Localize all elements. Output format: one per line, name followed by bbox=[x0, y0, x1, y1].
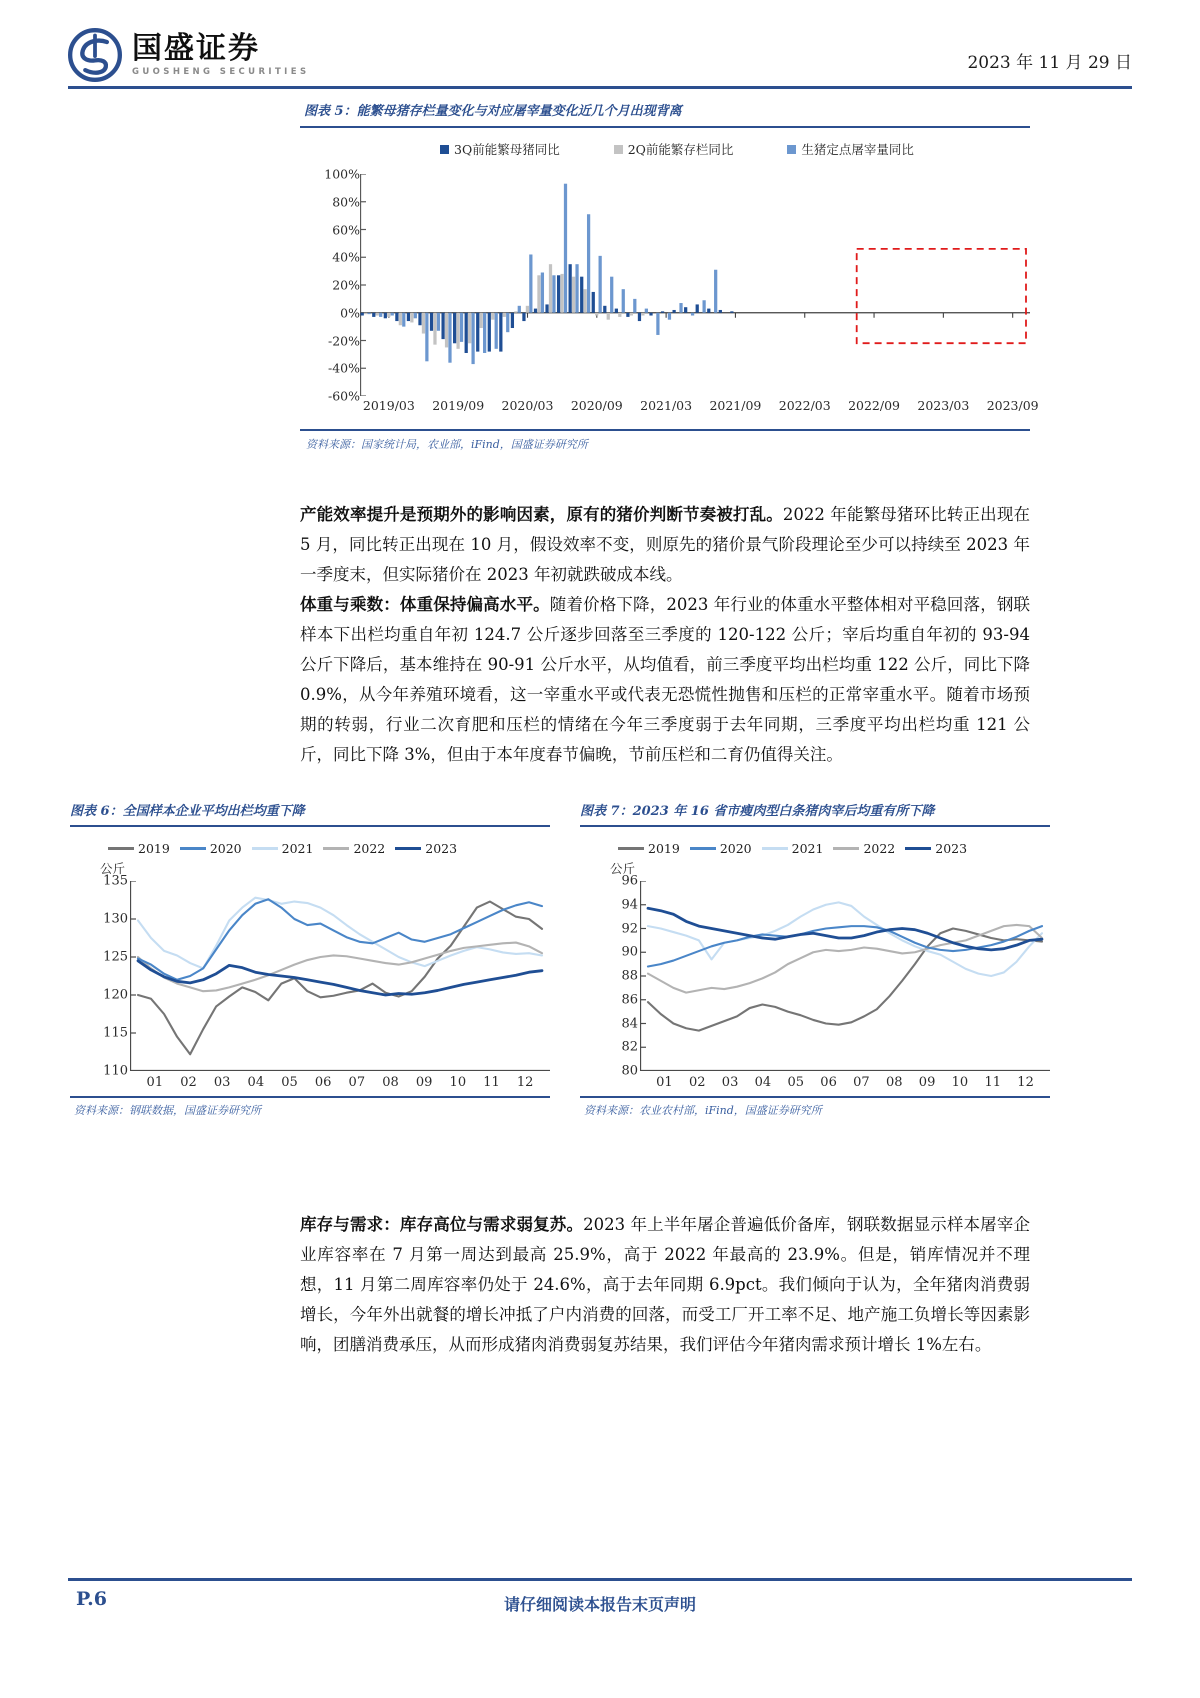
x-tick-label: 06 bbox=[820, 1075, 837, 1090]
legend-swatch bbox=[618, 847, 644, 850]
y-tick-label: 90 bbox=[621, 944, 638, 960]
y-tick-label: 125 bbox=[103, 949, 128, 965]
x-tick-label: 04 bbox=[754, 1075, 772, 1090]
x-tick-label: 01 bbox=[656, 1075, 673, 1090]
legend-swatch bbox=[833, 847, 859, 850]
legend-label-1: 2Q前能繁存栏同比 bbox=[627, 142, 734, 157]
guosheng-logo-icon bbox=[68, 28, 122, 82]
legend-label-2: 生猪定点屠宰量同比 bbox=[801, 142, 914, 157]
page-header bbox=[0, 0, 1200, 96]
y-tick-label: 86 bbox=[621, 992, 638, 1008]
legend-label-0: 3Q前能繁母猪同比 bbox=[454, 142, 560, 157]
y-tick-label: 92 bbox=[621, 921, 638, 936]
paragraph-1 bbox=[300, 500, 1030, 590]
legend-item-2023 bbox=[905, 841, 967, 856]
x-tick-label: 12 bbox=[1017, 1075, 1034, 1090]
y-tick-label: -40% bbox=[327, 360, 360, 376]
x-tick-label: 07 bbox=[348, 1075, 366, 1090]
x-tick-label: 08 bbox=[382, 1075, 399, 1090]
y-tick-label: 20% bbox=[332, 277, 360, 293]
figure-7-y-axis-labels bbox=[580, 873, 638, 1079]
legend-item-2020 bbox=[690, 841, 752, 856]
x-tick-label: 11 bbox=[984, 1075, 1002, 1090]
y-tick-label: 84 bbox=[621, 1016, 638, 1031]
legend-item-2 bbox=[787, 140, 914, 158]
figure-7-title: 图表 7：2023 年 16 省市瘦肉型白条猪肉宰后均重有所下降 bbox=[580, 804, 935, 819]
paragraph-2-bold: 体重与乘数：体重保持偏高水平。 bbox=[300, 595, 550, 614]
legend-swatch bbox=[323, 847, 349, 850]
figure-7 bbox=[580, 800, 1050, 1118]
paragraph-2 bbox=[300, 590, 1030, 770]
figure-6-title: 图表 6：全国样本企业平均出栏均重下降 bbox=[70, 804, 305, 819]
y-tick-label: 130 bbox=[103, 911, 128, 927]
legend-label: 2021 bbox=[281, 841, 314, 856]
figure-7-chart bbox=[580, 829, 1050, 1094]
legend-swatch bbox=[905, 847, 931, 850]
legend-label: 2019 bbox=[648, 841, 680, 856]
y-tick-label: -20% bbox=[327, 333, 360, 348]
x-tick-label: 05 bbox=[281, 1075, 298, 1090]
y-tick-label: 96 bbox=[621, 873, 638, 889]
legend-label: 2022 bbox=[353, 841, 386, 856]
figure-5-plot bbox=[300, 166, 1039, 427]
x-tick-label: 11 bbox=[483, 1075, 500, 1090]
paragraph-3-bold: 库存与需求：库存高位与需求弱复苏。 bbox=[300, 1215, 584, 1234]
figure-5-legend bbox=[440, 140, 1030, 158]
legend-item-2022 bbox=[833, 841, 895, 856]
x-tick-label: 2021/03 bbox=[640, 398, 693, 413]
x-tick-label: 10 bbox=[951, 1075, 969, 1090]
y-tick-label: 0% bbox=[340, 305, 360, 321]
x-tick-label: 08 bbox=[885, 1075, 903, 1090]
paragraph-3 bbox=[300, 1210, 1030, 1360]
figure-5-source-divider bbox=[300, 429, 1030, 431]
x-tick-label: 03 bbox=[721, 1075, 739, 1090]
y-tick-label: 120 bbox=[103, 987, 128, 1003]
x-tick-label: 01 bbox=[146, 1075, 164, 1090]
legend-item-2020 bbox=[180, 841, 242, 856]
figure-6-legend bbox=[108, 841, 457, 856]
logo-text-cn: 国盛证券 bbox=[132, 30, 260, 66]
x-tick-label: 2023/09 bbox=[986, 398, 1039, 413]
x-tick-label: 05 bbox=[787, 1075, 805, 1090]
footer-disclaimer: 请仔细阅读本报告末页声明 bbox=[503, 1595, 696, 1614]
y-tick-label: 60% bbox=[332, 222, 360, 237]
x-tick-label: 2022/09 bbox=[848, 398, 901, 413]
report-date: 2023 年 11 月 29 日 bbox=[967, 53, 1132, 73]
figure-5-title: 图表 5：能繁母猪存栏量变化与对应屠宰量变化近几个月出现背离 bbox=[304, 104, 682, 119]
x-tick-label: 09 bbox=[415, 1075, 433, 1090]
x-tick-label: 10 bbox=[449, 1075, 467, 1090]
figure-5-bars-svg bbox=[360, 174, 1030, 396]
y-tick-label: -60% bbox=[327, 388, 360, 404]
figure-7-unit-label: 公斤 bbox=[610, 861, 636, 876]
x-tick-label: 02 bbox=[180, 1075, 197, 1090]
y-tick-label: 115 bbox=[103, 1025, 128, 1041]
figure-6-source: 资料来源：钢联数据，国盛证券研究所 bbox=[74, 1103, 261, 1117]
figure-6-y-axis-labels bbox=[70, 873, 128, 1079]
legend-label: 2020 bbox=[719, 841, 752, 856]
figure-5-y-axis-labels bbox=[300, 166, 360, 404]
legend-swatch-2 bbox=[787, 145, 796, 154]
figure-6-x-axis-labels bbox=[130, 1075, 550, 1095]
legend-item-2022 bbox=[323, 841, 385, 856]
y-tick-label: 80% bbox=[332, 194, 360, 210]
figure-5-x-axis-labels bbox=[360, 398, 1039, 420]
legend-item-2021 bbox=[762, 841, 824, 856]
figure-6-title-divider bbox=[70, 825, 550, 827]
y-tick-label: 100% bbox=[324, 166, 360, 182]
paragraph-3-text: 2023 年上半年屠企普遍低价备库，钢联数据显示样本屠宰企业库容率在 7 月第一周达到最高 25.9%，高于 2022 年最高的 23.9%。但是，销库情况并不理想，11 月第二周库容率仍处于 24.6%，高于去年同期 6.9pct。我们倾向于认为，全年猪肉消费弱增长，今年外出就餐的增长冲抵了户内消费的回落，而受工厂开工率不足、地产施工负增长等因素影响，团膳消费承压，从而形成猪肉消费弱复苏结果，我们评估今年猪肉需求预计增长 1%左右。 bbox=[300, 1215, 1030, 1354]
legend-swatch-1 bbox=[614, 145, 623, 154]
x-tick-label: 06 bbox=[314, 1075, 332, 1090]
legend-swatch bbox=[108, 847, 134, 850]
figure-7-source-divider bbox=[580, 1096, 1050, 1098]
figure-5-source: 资料来源：国家统计局，农业部，iFind，国盛证券研究所 bbox=[306, 437, 588, 451]
y-tick-label: 40% bbox=[332, 249, 360, 265]
legend-label: 2023 bbox=[935, 841, 968, 856]
figure-7-title-divider bbox=[580, 825, 1050, 827]
figure-7-legend bbox=[618, 841, 967, 856]
legend-item-2023 bbox=[395, 841, 457, 856]
x-tick-label: 2020/03 bbox=[501, 398, 554, 413]
legend-swatch bbox=[762, 847, 788, 850]
legend-swatch-0 bbox=[440, 145, 449, 154]
footer-divider bbox=[68, 1578, 1132, 1581]
legend-item-2019 bbox=[618, 841, 680, 856]
legend-item-1 bbox=[614, 140, 734, 158]
figure-6-unit-label: 公斤 bbox=[100, 861, 126, 876]
figure-7-x-axis-labels bbox=[640, 1075, 1050, 1095]
x-tick-label: 2022/03 bbox=[778, 398, 831, 413]
x-tick-label: 2023/03 bbox=[917, 398, 970, 413]
paragraph-1-bold: 产能效率提升是预期外的影响因素，原有的猪价判断节奏被打乱。 bbox=[300, 505, 783, 524]
legend-item-2019 bbox=[108, 841, 170, 856]
legend-item-0 bbox=[440, 140, 560, 158]
paragraph-2-text: 随着价格下降，2023 年行业的体重水平整体相对平稳回落，钢联样本下出栏均重自年初 124.7 公斤逐步回落至三季度的 120-122 公斤；宰后均重自年初的 93-94 公斤下降后，基本维持在 90-91 公斤水平，从均值看，前三季度平均出栏均重 122 公斤，同比下降 0.9%，从今年养殖环境看，这一宰重水平或代表无恐慌性抛售和压栏的正常宰重水平。随着市场预期的转弱，行业二次育肥和压栏的情绪在今年三季度弱于去年同期，三季度平均出栏均重 121 公斤，同比下降 3%，但由于本年度春节偏晚，节前压栏和二育仍值得关注。 bbox=[300, 595, 1030, 764]
y-tick-label: 82 bbox=[621, 1039, 638, 1055]
legend-label: 2020 bbox=[209, 841, 242, 856]
y-tick-label: 135 bbox=[103, 873, 128, 889]
legend-label: 2023 bbox=[425, 841, 458, 856]
figure-7-source: 资料来源：农业农村部，iFind，国盛证券研究所 bbox=[584, 1103, 822, 1117]
figure-5 bbox=[300, 100, 1039, 480]
x-tick-label: 2019/09 bbox=[432, 398, 485, 413]
page-number: P.6 bbox=[76, 1588, 107, 1610]
figure-6 bbox=[70, 800, 550, 1118]
company-logo bbox=[68, 28, 309, 82]
y-tick-label: 80 bbox=[621, 1063, 638, 1079]
legend-swatch bbox=[252, 847, 278, 850]
paragraph-1-text: 2022 年能繁母猪环比转正出现在 5 月，同比转正出现在 10 月，假设效率不变，则原先的猪价景气阶段理论至少可以持续至 2023 年一季度末，但实际猪价在 2023 年初就跌破成本线。 bbox=[300, 505, 1030, 584]
figure-7-lines-svg bbox=[640, 881, 1050, 1071]
logo-text-en: GUOSHENG SECURITIES bbox=[132, 67, 310, 78]
figure-6-source-divider bbox=[70, 1096, 550, 1098]
header-divider bbox=[68, 86, 1132, 89]
legend-swatch bbox=[395, 847, 421, 850]
y-tick-label: 88 bbox=[621, 968, 638, 984]
figure-5-chart bbox=[300, 132, 1039, 427]
x-tick-label: 2021/09 bbox=[709, 398, 762, 413]
legend-label: 2019 bbox=[138, 841, 170, 856]
x-tick-label: 07 bbox=[853, 1075, 870, 1090]
x-tick-label: 02 bbox=[688, 1075, 706, 1090]
legend-item-2021 bbox=[252, 841, 314, 856]
legend-swatch bbox=[690, 847, 716, 850]
x-tick-label: 2020/09 bbox=[570, 398, 623, 413]
x-tick-label: 03 bbox=[213, 1075, 231, 1090]
x-tick-label: 12 bbox=[516, 1075, 534, 1090]
x-tick-label: 09 bbox=[918, 1075, 936, 1090]
figure-5-title-divider bbox=[300, 126, 1030, 128]
legend-swatch bbox=[180, 847, 206, 850]
y-tick-label: 110 bbox=[103, 1063, 128, 1079]
figure-6-lines-svg bbox=[130, 881, 550, 1071]
x-tick-label: 2019/03 bbox=[362, 398, 415, 413]
legend-label: 2022 bbox=[863, 841, 896, 856]
x-tick-label: 04 bbox=[247, 1075, 265, 1090]
y-tick-label: 94 bbox=[621, 897, 638, 913]
legend-label: 2021 bbox=[791, 841, 824, 856]
figure-6-chart bbox=[70, 829, 550, 1094]
